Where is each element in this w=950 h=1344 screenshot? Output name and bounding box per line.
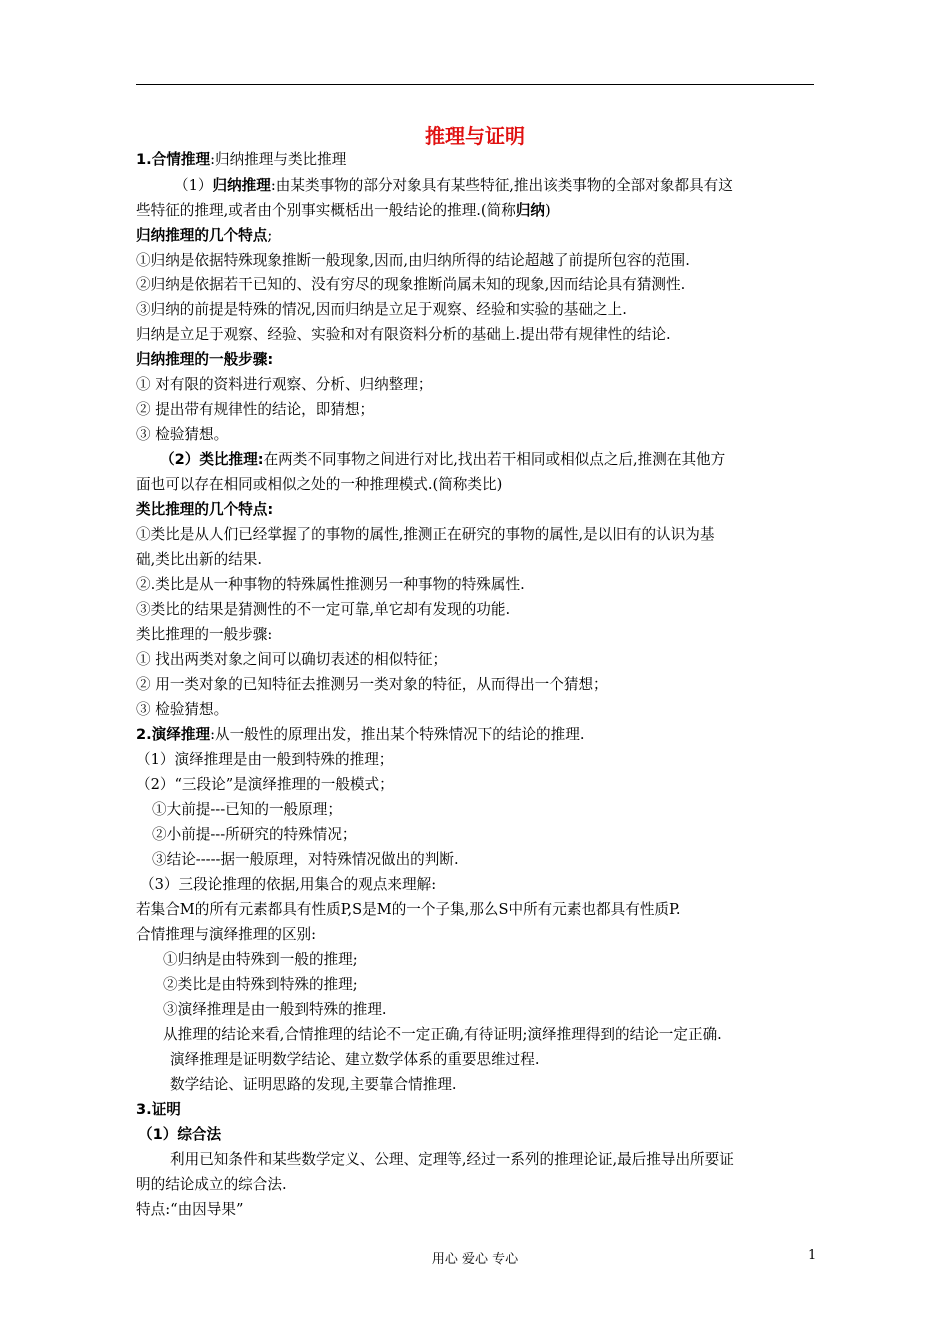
analogy-feature: ③类比的结果是猜测性的不一定可靠,单它却有发现的功能. <box>136 601 511 618</box>
section-1-heading-line <box>136 150 346 170</box>
induction-text-2: 些特征的推理,或者由个别事实概栝出一般结论的推理.(简称 <box>136 202 516 219</box>
analogy-steps-heading: 类比推理的一般步骤: <box>136 626 273 643</box>
syllogism-part: ③结论-----据一般原理，对特殊情况做出的判断. <box>152 851 459 868</box>
induction-feature: ③归纳的前提是特殊的情况,因而归纳是立足于观察、经验和实验的基础之上. <box>136 301 627 318</box>
page-footer: 用心 爱心 专心 <box>431 1252 519 1267</box>
induction-definition-line-1 <box>174 176 733 196</box>
analogy-features-heading: 类比推理的几个特点: <box>136 501 274 518</box>
induction-feature: ②归纳是依据若干已知的、没有穷尽的现象推断尚属未知的现象,因而结论具有猜测性. <box>136 276 686 293</box>
synthesis-text-1: 利用已知条件和某些数学定义、公理、定理等,经过一系列的推理论证,最后推导出所要证 <box>170 1151 734 1168</box>
syllogism-part: ①大前提---已知的一般原理； <box>152 801 342 818</box>
section-2-heading: 2.演绎推理 <box>136 726 211 743</box>
analogy-step: ① 找出两类对象之间可以确切表述的相似特征； <box>136 651 448 668</box>
deduction-item: （1）演绎推理是由一般到特殊的推理； <box>136 751 394 768</box>
induction-feature: 归纳是立足于观察、经验、实验和对有限资料分析的基础上.提出带有规律性的结论. <box>136 326 671 343</box>
section-2-heading-rest: :从一般性的原理出发，推出某个特殊情况下的结论的推理. <box>210 726 585 743</box>
difference-item: ①归纳是由特殊到一般的推理; <box>163 951 358 968</box>
induction-step: ① 对有限的资料进行观察、分析、归纳整理； <box>136 376 433 393</box>
analogy-definition-line-2: 面也可以存在相同或相似之处的一种推理模式.(简称类比) <box>136 476 503 493</box>
induction-text: :由某类事物的部分对象具有某些特征,推出该类事物的全部对象都具有这 <box>270 177 733 194</box>
set-explanation: 若集合M的所有元素都具有性质P,S是M的一个子集,那么S中所有元素也都具有性质P. <box>136 901 681 918</box>
analogy-step: ③ 检验猜想。 <box>136 701 229 718</box>
induction-features-heading-line <box>136 226 272 246</box>
induction-term: 归纳推理 <box>212 177 271 194</box>
synthesis-text-2: 明的结论成立的综合法. <box>136 1176 287 1193</box>
analogy-term: （2）类比推理: <box>160 451 264 468</box>
induction-step: ③ 检验猜想。 <box>136 426 229 443</box>
deduction-item: （2）“三段论”是演绎推理的一般模式； <box>136 776 394 793</box>
analogy-definition-line-1 <box>160 450 725 470</box>
analogy-feature: 础,类比出新的结果. <box>136 551 263 568</box>
difference-item: ③演绎推理是由一般到特殊的推理. <box>163 1001 387 1018</box>
difference-heading: 合情推理与演绎推理的区别: <box>136 926 317 943</box>
syllogism-part: ②小前提---所研究的特殊情况； <box>152 826 357 843</box>
induction-short: 归纳 <box>515 202 546 219</box>
induction-label: （1） <box>174 177 213 194</box>
analogy-feature: ①类比是从人们已经掌握了的事物的属性,推测正在研究的事物的属性,是以旧有的认识为基 <box>136 526 715 543</box>
section-1-heading-rest: :归纳推理与类比推理 <box>210 151 347 168</box>
syllogism-basis: （3）三段论推理的依据,用集合的观点来理解: <box>140 876 437 893</box>
induction-step: ② 提出带有规律性的结论，即猜想； <box>136 401 375 418</box>
section-1-heading: 1.合情推理 <box>136 151 211 168</box>
analogy-text: 在两类不同事物之间进行对比,找出若干相同或相似点之后,推测在其他方 <box>263 451 726 468</box>
conclusion-line: 数学结论、证明思路的发现,主要靠合情推理. <box>170 1076 457 1093</box>
page-title: 推理与证明 <box>425 124 525 148</box>
difference-item: ②类比是由特殊到特殊的推理; <box>163 976 358 993</box>
analogy-feature: ②.类比是从一种事物的特殊属性推测另一种事物的特殊属性. <box>136 576 525 593</box>
synthesis-heading: （1）综合法 <box>138 1126 222 1143</box>
page-number: 1 <box>808 1248 817 1263</box>
induction-features-heading: 归纳推理的几个特点 <box>136 227 268 244</box>
synthesis-feature: 特点:“由因导果” <box>136 1201 244 1218</box>
section-2-heading-line <box>136 725 584 745</box>
conclusion-line: 演绎推理是证明数学结论、建立数学体系的重要思维过程. <box>170 1051 540 1068</box>
header-rule <box>136 84 814 85</box>
induction-feature: ①归纳是依据特殊现象推断一般现象,因而,由归纳所得的结论超越了前提所包容的范围. <box>136 252 690 269</box>
induction-steps-heading: 归纳推理的一般步骤: <box>136 351 274 368</box>
analogy-step: ② 用一类对象的已知特征去推测另一类对象的特征，从而得出一个猜想； <box>136 676 608 693</box>
conclusion-line: 从推理的结论来看,合情推理的结论不一定正确,有待证明;演绎推理得到的结论一定正确. <box>163 1026 722 1043</box>
section-3-heading: 3.证明 <box>136 1101 181 1118</box>
induction-definition-line-2 <box>136 201 551 221</box>
induction-features-heading-end: ; <box>267 227 273 244</box>
induction-end: ) <box>545 202 551 219</box>
